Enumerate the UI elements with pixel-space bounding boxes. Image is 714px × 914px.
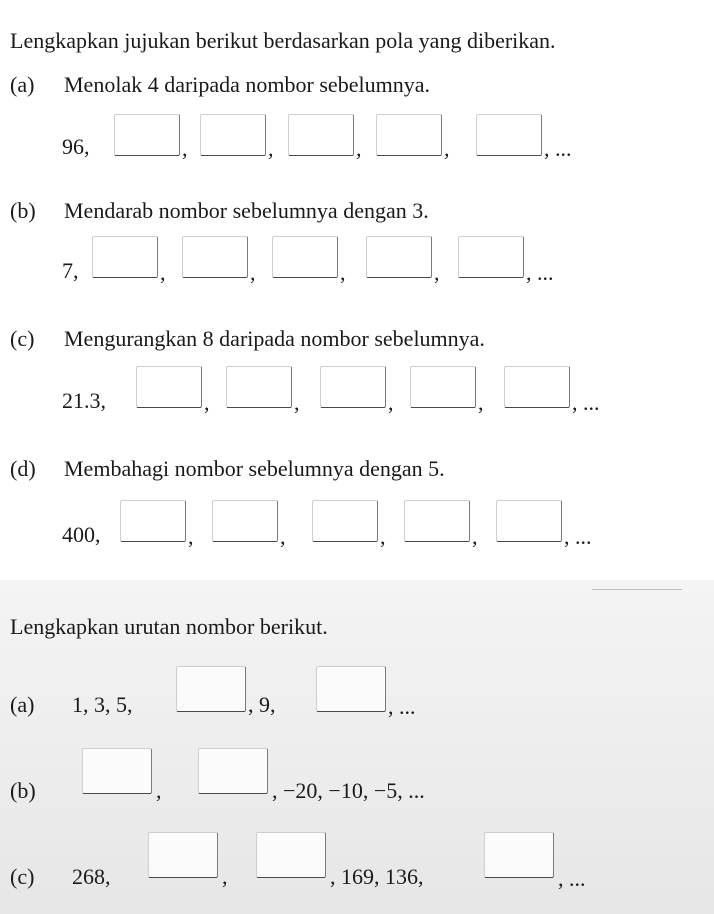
sequence-tail: , ... (526, 260, 554, 285)
question-d-start: 400, (62, 522, 101, 547)
separator: , (250, 260, 256, 285)
divider (592, 589, 682, 590)
question-b-label: (b) (10, 198, 36, 223)
sequence-tail: , ... (572, 390, 600, 415)
answer-box[interactable] (272, 236, 338, 278)
separator: , (478, 390, 484, 415)
answer-box[interactable] (256, 832, 326, 878)
question-c-start: 21.3, (62, 388, 106, 413)
answer-box[interactable] (320, 366, 386, 408)
q2-b-label: (b) (10, 778, 36, 803)
sequence-tail: , ... (544, 136, 572, 161)
answer-box[interactable] (200, 114, 266, 156)
separator: , (434, 260, 440, 285)
separator: , (388, 390, 394, 415)
answer-box[interactable] (366, 236, 432, 278)
question-b-start: 7, (62, 258, 79, 283)
separator: , (380, 524, 386, 549)
q2-a-label: (a) (10, 692, 35, 717)
separator: , (160, 260, 166, 285)
answer-box[interactable] (376, 114, 442, 156)
sequence-tail: , ... (388, 694, 416, 719)
q2-b-mid: , (156, 778, 162, 803)
answer-box[interactable] (212, 500, 278, 542)
question-d-label: (d) (10, 456, 36, 481)
answer-box[interactable] (82, 748, 152, 794)
question-a-label: (a) (10, 72, 35, 97)
answer-box[interactable] (484, 832, 554, 878)
separator: , (204, 390, 210, 415)
separator: , (188, 524, 194, 549)
question-a-start: 96, (62, 134, 90, 159)
question-c-label: (c) (10, 326, 35, 351)
answer-box[interactable] (476, 114, 542, 156)
section2-instruction: Lengkapkan urutan nombor berikut. (10, 614, 328, 639)
answer-box[interactable] (288, 114, 354, 156)
answer-box[interactable] (182, 236, 248, 278)
answer-box[interactable] (316, 666, 386, 712)
q2-c-mid: , (222, 864, 228, 889)
question-b-rule: Mendarab nombor sebelumnya dengan 3. (64, 198, 429, 223)
q2-c-label: (c) (10, 864, 35, 889)
answer-box[interactable] (176, 666, 246, 712)
separator: , (340, 260, 346, 285)
sequence-tail: , −20, −10, −5, ... (272, 778, 425, 803)
answer-box[interactable] (120, 500, 186, 542)
q2-c-mid2: , 169, 136, (330, 864, 424, 889)
answer-box[interactable] (410, 366, 476, 408)
q2-a-start: 1, 3, 5, (72, 692, 133, 717)
q2-a-mid: , 9, (248, 692, 276, 717)
answer-box[interactable] (312, 500, 378, 542)
separator: , (294, 390, 300, 415)
sequence-tail: , ... (558, 866, 586, 891)
question-a-rule: Menolak 4 daripada nombor sebelumnya. (64, 72, 430, 97)
answer-box[interactable] (148, 832, 218, 878)
section1-instruction: Lengkapkan jujukan berikut berdasarkan pola yang diberikan. (10, 28, 556, 53)
question-c-rule: Mengurangkan 8 daripada nombor sebelumnya. (64, 326, 485, 351)
question-d-rule: Membahagi nombor sebelumnya dengan 5. (64, 456, 445, 481)
separator: , (356, 136, 362, 161)
sequence-tail: , ... (564, 524, 592, 549)
answer-box[interactable] (404, 500, 470, 542)
answer-box[interactable] (504, 366, 570, 408)
answer-box[interactable] (496, 500, 562, 542)
separator: , (472, 524, 478, 549)
q2-c-start: 268, (72, 864, 111, 889)
separator: , (182, 136, 188, 161)
answer-box[interactable] (92, 236, 158, 278)
separator: , (444, 136, 450, 161)
answer-box[interactable] (198, 748, 268, 794)
answer-box[interactable] (114, 114, 180, 156)
answer-box[interactable] (136, 366, 202, 408)
answer-box[interactable] (226, 366, 292, 408)
answer-box[interactable] (458, 236, 524, 278)
section-complete-sequences (0, 580, 714, 914)
separator: , (268, 136, 274, 161)
separator: , (280, 524, 286, 549)
